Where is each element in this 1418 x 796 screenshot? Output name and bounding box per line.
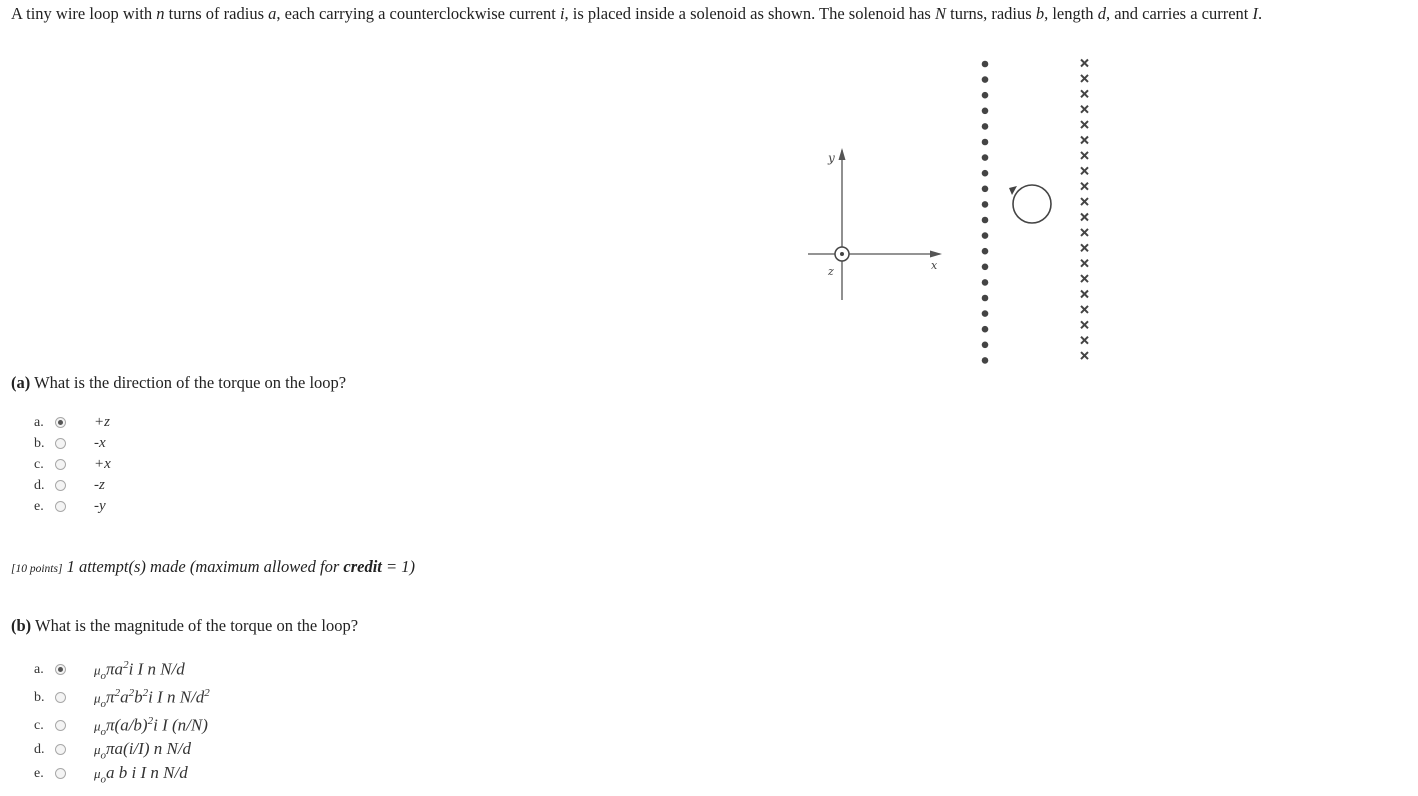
- current-out-dot: [982, 170, 989, 177]
- current-in-cross: [1081, 106, 1088, 113]
- current-out-dot: [982, 248, 989, 255]
- current-out-dot: [982, 326, 989, 333]
- current-in-cross: [1081, 229, 1088, 236]
- question-b: (b) What is the magnitude of the torque on the loop?: [11, 616, 359, 635]
- radio-button[interactable]: [55, 692, 66, 703]
- current-out-dot: [982, 61, 989, 68]
- current-in-cross: [1081, 152, 1088, 159]
- radio-button[interactable]: [55, 438, 66, 449]
- current-out-dot: [982, 154, 989, 161]
- current-in-cross: [1081, 90, 1088, 97]
- current-in-cross: [1081, 244, 1088, 251]
- current-in-cross: [1081, 60, 1088, 67]
- radio-button[interactable]: [55, 720, 66, 731]
- z-axis-label: z: [828, 265, 834, 278]
- wire-loop: [1013, 185, 1051, 223]
- radio-button[interactable]: [55, 480, 66, 491]
- radio-button[interactable]: [55, 664, 66, 675]
- problem-statement: A tiny wire loop with n turns of radius a, each carrying a counterclockwise current i, is placed inside a solenoid as shown. The solenoid has N turns, radius b, length d, and carries a current I.: [11, 4, 1263, 23]
- radio-button[interactable]: [55, 501, 66, 512]
- current-out-dot: [982, 310, 989, 317]
- solenoid-current-in-row: [1081, 60, 1088, 360]
- solenoid-current-out-row: [982, 61, 989, 364]
- current-out-dot: [982, 279, 989, 286]
- current-out-dot: [982, 201, 989, 208]
- y-axis-arrowhead: [839, 148, 846, 160]
- current-out-dot: [982, 123, 989, 130]
- radio-button[interactable]: [55, 744, 66, 755]
- current-out-dot: [982, 357, 989, 364]
- current-in-cross: [1081, 275, 1088, 282]
- x-axis-label: x: [931, 259, 938, 272]
- current-in-cross: [1081, 291, 1088, 298]
- current-in-cross: [1081, 121, 1088, 128]
- current-in-cross: [1081, 137, 1088, 144]
- radio-button[interactable]: [55, 417, 66, 428]
- current-in-cross: [1081, 75, 1088, 82]
- solenoid-diagram: [790, 48, 1110, 378]
- current-out-dot: [982, 217, 989, 224]
- current-in-cross: [1081, 352, 1088, 359]
- current-in-cross: [1081, 214, 1088, 221]
- current-out-dot: [982, 92, 989, 99]
- current-out-dot: [982, 342, 989, 349]
- current-out-dot: [982, 108, 989, 115]
- current-in-cross: [1081, 321, 1088, 328]
- current-out-dot: [982, 264, 989, 271]
- current-out-dot: [982, 232, 989, 239]
- current-out-dot: [982, 186, 989, 193]
- current-in-cross: [1081, 183, 1088, 190]
- current-in-cross: [1081, 306, 1088, 313]
- radio-button[interactable]: [55, 459, 66, 470]
- current-out-dot: [982, 139, 989, 146]
- question-a: (a) What is the direction of the torque on the loop?: [11, 373, 347, 392]
- current-in-cross: [1081, 198, 1088, 205]
- current-in-cross: [1081, 337, 1088, 344]
- y-axis-label: y: [828, 151, 835, 165]
- x-axis-arrowhead: [930, 251, 942, 258]
- current-in-cross: [1081, 260, 1088, 267]
- current-out-dot: [982, 76, 989, 83]
- current-out-dot: [982, 295, 989, 302]
- current-in-cross: [1081, 167, 1088, 174]
- radio-button[interactable]: [55, 768, 66, 779]
- attempts-info: [10 points] 1 attempt(s) made (maximum allowed for credit = 1): [11, 557, 416, 576]
